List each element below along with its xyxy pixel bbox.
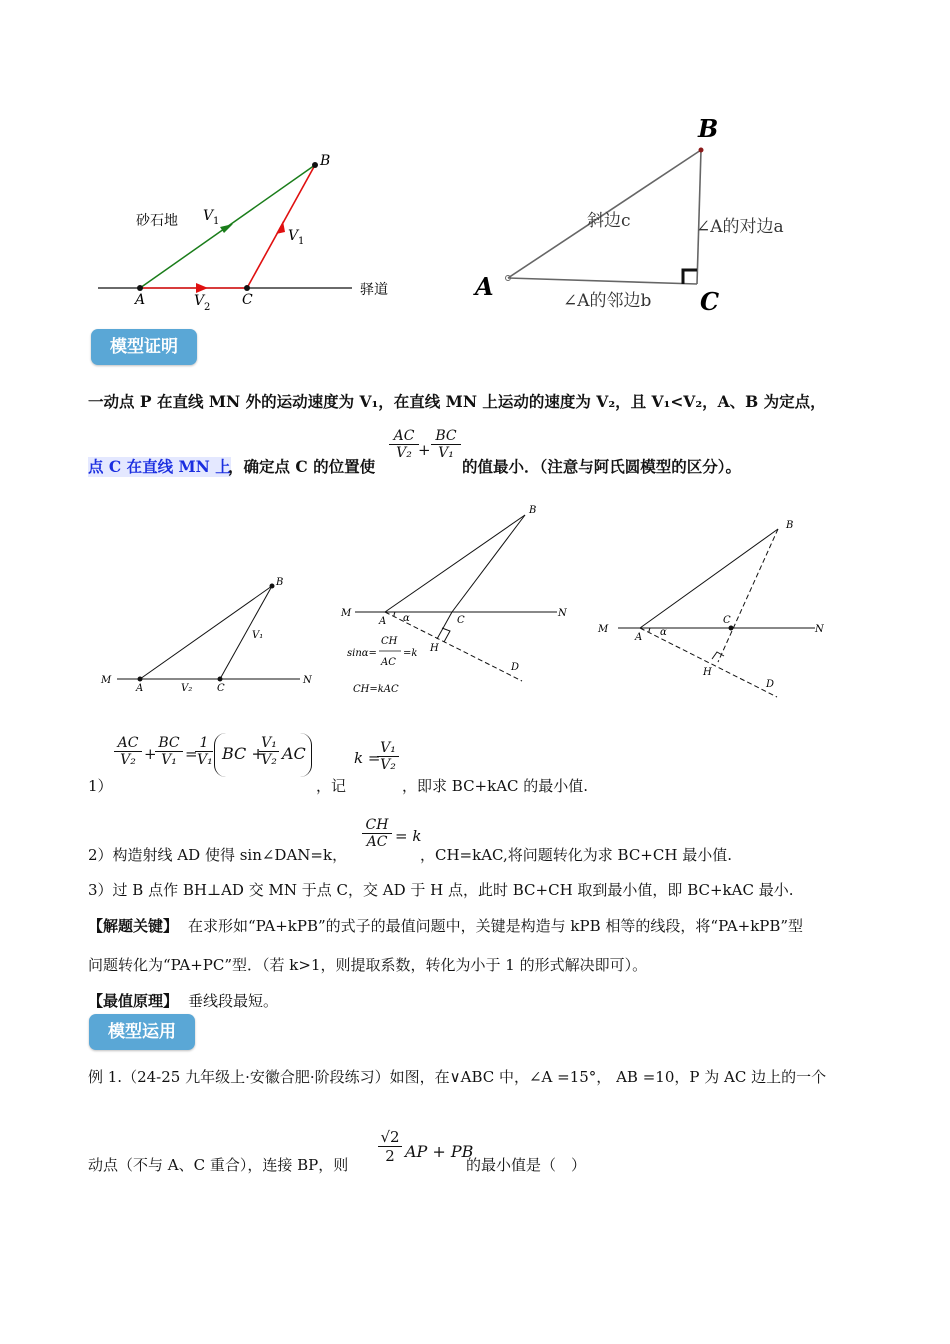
label-C: C	[217, 683, 225, 694]
segment-CB	[220, 586, 272, 679]
label-eqk: =k	[403, 648, 418, 659]
label-CH-kAC: CH=kAC	[353, 684, 399, 695]
label-road: 驿道	[360, 282, 388, 298]
label-A: A	[136, 683, 144, 694]
angle-arc	[394, 612, 395, 616]
red-arrow-road	[196, 283, 208, 293]
label-V2: V₂	[181, 683, 193, 694]
label-V1-red: V	[288, 228, 299, 244]
point-C	[218, 677, 223, 682]
segment-CB	[452, 515, 525, 612]
example-frac-sqrt2-2	[378, 1128, 402, 1165]
intro-highlight: 点 C 在直线 MN 上	[88, 457, 231, 476]
figure-model-basic	[95, 575, 325, 700]
frac-den: 2	[385, 1147, 395, 1165]
label-B: B	[320, 153, 331, 169]
right-angle-mark	[442, 628, 450, 642]
key-line-2: 问题转化为“PA+PC”型．（若 k>1，则提取系数，转化为小于 1 的形式解决即可）。	[88, 956, 648, 974]
frac-num: V₁	[259, 735, 279, 752]
intro-tail: 的值最小．（注意与阿氏圆模型的区分）。	[462, 457, 742, 476]
label-B: B	[276, 577, 284, 588]
point-B	[270, 584, 275, 589]
frac-den: V₁	[438, 445, 454, 461]
badge-model-proof: 模型证明	[91, 329, 197, 365]
point-C	[729, 626, 734, 631]
label-V2-sub: 2	[204, 302, 211, 313]
label-V1-red-sub: 1	[298, 236, 305, 247]
adjacent-side	[508, 278, 697, 284]
principle-text: 垂线段最短。	[188, 992, 279, 1010]
step1-paren-b: AC	[282, 744, 306, 763]
label-A: A	[135, 292, 146, 308]
figure-road-gravel	[90, 145, 410, 320]
step2-eqk: = k	[395, 827, 422, 845]
example-line-2b: 的最小值是（ ）	[466, 1156, 587, 1174]
example-line-2a: 动点（不与 A、C 重合），连接 BP，则	[88, 1156, 349, 1174]
segment-AB	[640, 529, 778, 628]
frac-num: BC	[431, 428, 461, 445]
label-opposite: ∠A的对边a	[696, 217, 784, 237]
step1-tail: ，即求 BC+kAC 的最小值.	[402, 777, 589, 795]
label-V1-green-sub: 1	[213, 216, 220, 227]
green-arrow	[220, 224, 233, 233]
label-C: C	[700, 287, 720, 316]
step1-eq: =	[185, 745, 198, 763]
step2-frac-ch-ac	[362, 817, 392, 850]
label-B: B	[698, 114, 719, 143]
point-A	[138, 677, 143, 682]
frac-den: V₁	[197, 752, 213, 768]
frac-den: V₂	[261, 752, 277, 768]
label-M: M	[341, 608, 352, 619]
label-C: C	[457, 615, 465, 626]
label-M: M	[101, 675, 112, 686]
step1-number: 1）	[88, 777, 113, 795]
step1-paren-a: BC +	[222, 744, 265, 763]
frac-den: V₂	[120, 752, 136, 768]
label-M: M	[598, 624, 609, 635]
label-N: N	[303, 675, 312, 686]
label-AC: AC	[381, 657, 396, 668]
label-C: C	[242, 292, 253, 308]
frac-num: AC	[114, 735, 142, 752]
step1-frac-ac-v2	[114, 735, 142, 768]
label-A: A	[635, 632, 643, 643]
frac-den: AC	[366, 834, 388, 850]
label-N: N	[558, 608, 567, 619]
label-B: B	[529, 505, 537, 516]
figure-model-minimum	[590, 512, 840, 707]
frac-num: 1	[195, 735, 213, 752]
point-B	[699, 148, 704, 153]
figure-model-construction	[335, 500, 575, 700]
label-A: A	[379, 616, 387, 627]
right-angle-mark	[683, 270, 697, 284]
step1-ji: ，记	[316, 777, 347, 795]
frac-den: V₂	[396, 445, 412, 461]
label-sin: sinα=	[347, 648, 377, 659]
segment-CH	[437, 612, 452, 639]
intro-plus: +	[418, 441, 431, 459]
label-alpha: α	[403, 613, 410, 624]
angle-arc	[649, 628, 650, 632]
step1-frac-k	[377, 740, 399, 773]
label-D: D	[511, 662, 520, 673]
frac-den: V₂	[380, 757, 396, 773]
example-expr: AP + PB	[405, 1142, 474, 1161]
intro-fraction-ac-v2	[389, 428, 419, 461]
example-line-1: 例 1.（24-25 九年级上·安徽合肥·阶段练习）如图，在∨ABC 中，∠A =15°， AB =10，P 为 AC 边上的一个	[88, 1068, 827, 1086]
point-B	[312, 162, 318, 168]
label-alpha: α	[660, 627, 667, 638]
intro-line-1: 一动点 P 在直线 MN 外的运动速度为 V₁，在直线 MN 上运动的速度为 V₂，且 V₁<V₂，A、B 为定点，	[88, 392, 826, 411]
segment-BH	[718, 529, 778, 662]
label-V1: V₁	[252, 630, 264, 641]
point-A	[137, 285, 143, 291]
principle-tag: 【最值原理】	[88, 992, 179, 1010]
frac-den: V₁	[161, 752, 177, 768]
ray-AD	[640, 628, 777, 697]
frac-num: CH	[362, 817, 392, 834]
frac-num: AC	[389, 428, 419, 445]
label-D: D	[766, 679, 775, 690]
label-N: N	[815, 624, 824, 635]
frac-num: BC	[155, 735, 183, 752]
frac-num: V₁	[377, 740, 399, 757]
label-CH: CH	[381, 636, 398, 647]
figure-right-triangle	[470, 112, 810, 322]
step1-frac-1-v1	[195, 735, 213, 768]
step2-tail: ，CH=kAC,将问题转化为求 BC+CH 最小值.	[420, 846, 732, 864]
segment-AB	[385, 515, 525, 612]
step3-text: 3）过 B 点作 BH⊥AD 交 MN 于点 C，交 AD 于 H 点，此时 BC+CH 取到最小值，即 BC+kAC 最小.	[88, 881, 794, 899]
label-V2: V	[194, 293, 205, 309]
label-adjacent: ∠A的邻边b	[563, 291, 652, 311]
point-C	[244, 285, 250, 291]
key-tag: 【解题关键】	[88, 917, 179, 935]
label-B: B	[786, 520, 794, 531]
label-H: H	[703, 667, 712, 678]
label-gravel: 砂石地	[136, 213, 178, 229]
label-C: C	[723, 615, 731, 626]
frac-num: √2	[378, 1128, 402, 1147]
label-H: H	[430, 643, 439, 654]
step1-plus: +	[144, 745, 157, 763]
step2-text: 2）构造射线 AD 使得 sin∠DAN=k，	[88, 846, 348, 864]
label-A: A	[475, 272, 494, 301]
key-line-1: 在求形如“PA+kPB”的式子的最值问题中，关键是构造与 kPB 相等的线段，将“PA+kPB”型	[188, 917, 804, 935]
intro-mid: ，确定点 C 的位置使	[228, 457, 376, 476]
badge-model-application: 模型运用	[89, 1014, 195, 1050]
label-hypotenuse: 斜边c	[587, 211, 631, 231]
step1-frac-v1-v2	[259, 735, 279, 768]
intro-fraction-bc-v1	[431, 428, 461, 461]
step1-k: k =	[354, 749, 381, 767]
step1-frac-bc-v1	[155, 735, 183, 768]
label-V1-green: V	[203, 208, 214, 224]
